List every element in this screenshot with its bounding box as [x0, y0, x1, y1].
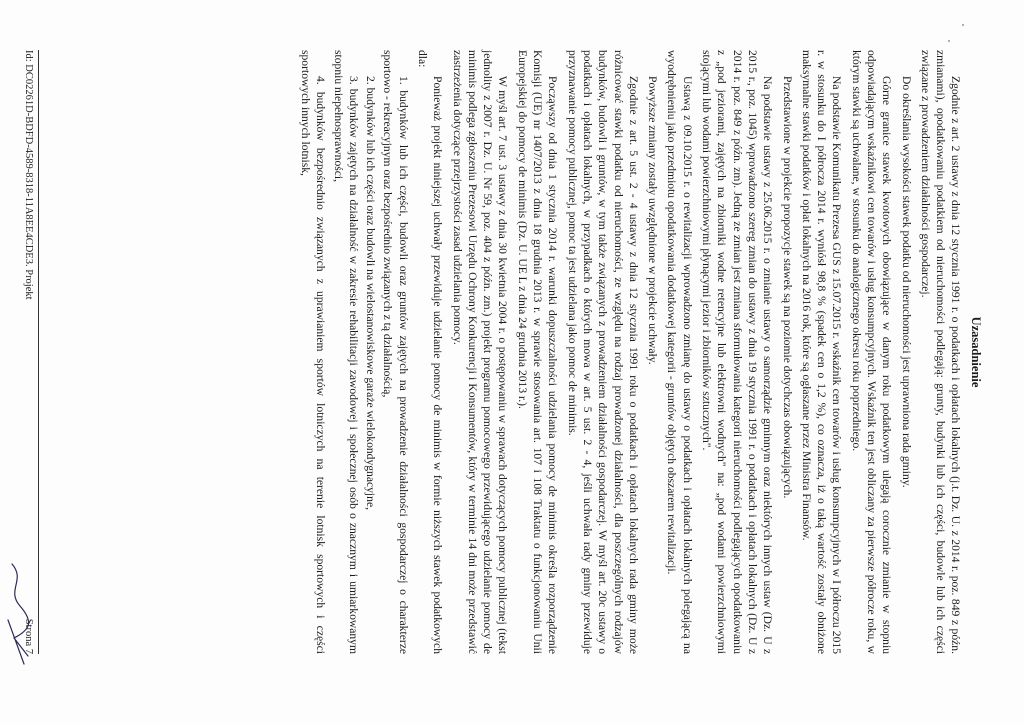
paragraph: Ponieważ projekt niniejszej uchwały przewiduje udzielanie pomocy de minimis w formie niższych stawek podatkowych dla: — [416, 50, 445, 654]
document-title: Uzasadnienie — [969, 316, 983, 388]
paragraph: Zgodnie z art. 2 ustawy z dnia 12 stycznia 1991 r. o podatkach i opłatach lokalnych (j.t. Dz. U. z 2014 r. poz. 849 z późn. zmianami), opodatkowaniu podatkiem od nieruchomości podlegają: grunty, budynki lub ich części, budowle lub ich części związane z prowadzeniem działalności gospodarczej. — [918, 50, 963, 654]
paragraph: Zgodnie z art. 5 ust. 2 - 4 ustawy z dnia 12 stycznia 1991 roku o podatkach i opłatach lokalnych rada gminy może różnicować stawki podatku od nieruchomości, ze względu na rodzaj prowadzonej działalności, dla poszczególnych rodzajów budynków, budowli i gruntów, w tym także związanych z prowadzeniem działalności gospodarczej. W myśl art. 20c ustawy o podatkach i opłatach lokalnych, w przypadkach o których mowa w art. 5 ust. 2 - 4, jeśli uchwała rady gminy przewiduje przyznawanie pomocy publicznej, pomoc ta jest udzielana jako pomoc de minimis. — [565, 50, 640, 654]
paragraph: Począwszy od dnia 1 stycznia 2014 r. warunki dopuszczalności udzielania pomocy de minimis określa rozporządzenie Komisji (UE) nr 1407/2013 z dnia 18 grudnia 2013 r. w sprawie stosowania art. 107 i 108 Traktatu o funkcjonowaniu Unii Europejskiej do pomocy de minimis (Dz. U. UE L z dnia 24 grudnia 2013 r.). — [515, 50, 560, 654]
list-item: 1. budynków lub ich części, budowli oraz gruntów zajętych na prowadzenie działalności gospodarczej o charakterze sportowo - rekreacyjnym oraz bezpośrednio związanych z tą działalnością, — [381, 50, 410, 654]
paragraph: Do określania wysokości stawek podatku od nieruchomości jest uprawniona rada gminy. — [899, 76, 913, 488]
handwritten-signature — [4, 560, 34, 670]
paragraph: Na podstawie ustawy z 25.06.2015 r. o zmianie ustawy o samorządzie gminnym oraz niektórych innych ustaw (Dz. U z 2015 r., poz. 1045) wprowadzono szereg zmian do ustawy z dnia 19 stycznia 1991 r. o podatkach i opłatach lokalnych (Dz. U z 2014 r. poz. 849 z późn. zm). Jedną ze zmian jest zmiana sformułowania kategorii nieruchomości podlegających opodatkowaniu z „pod jeziorami, zajętych na zbiorniki wodne retencyjne lub elektrowni wodnych" na: „pod wodami powierzchniowymi stojącymi lub wodami powierzchniowymi płynącymi jezior i zbiorników sztucznych". — [700, 50, 775, 654]
list-item: 2. budynków lub ich części oraz budowli na wielostanowiskowe garaże wielokondygnacyjne, — [364, 76, 378, 510]
paragraph: Ustawą z 09.10.2015 r. o rewitalizacji wprowadzono zmianę do ustawy o podatkach i opłatach lokalnych polegającą na wyodrębnieniu jako przedmiotu opodatkowania dodatkowej kategorii - gruntów objętych obszarem rewitalizacji. — [665, 50, 694, 654]
list-item: 3. budynków zajętych na działalność w zakresie rehabilitacji zawodowej i społecznej osób o znacznym i umiarkowanym stopniu niepełnosprawności, — [331, 50, 360, 654]
paragraph: Górne granice stawek kwotowych obowiązujące w danym roku podatkowym ulegają corocznie zmianie w stopniu odpowiadającym wskaźnikowi cen towarów i usług konsumpcyjnych. Wskaźnik ten jest obliczany za pierwsze półrocze roku, w którym stawki są uchwalane, w stosunku do analogicznego okresu roku poprzedniego. — [849, 50, 894, 654]
paragraph: Powyższe zmiany zostały uwzględnione w projekcie uchwały. — [646, 76, 660, 365]
page-number: Strona 7 — [23, 618, 34, 654]
paragraph: W myśl art. 7 ust. 3 ustawy z dnia 30 kwietnia 2004 r. o postępowaniu w sprawach dotyczących pomocy publicznej (tekst jednolity z 2007 r. Dz. U. Nr 59, poz. 404 z późn. zm.) projekt programu pomocowego przewidującego udzielanie pomocy de minimis podlega zgłoszeniu Prezesowi Urzędu Ochrony Konkurencji i Konsumentów, który w terminie 14 dni może przedstawić zastrzeżenia dotyczące przejrzystości zasad udzielania pomocy. — [450, 50, 510, 654]
paragraph: Na podstawie Komunikatu Prezesa GUS z 15.07.2015 r. wskaźnik cen towarów i usług konsumpcyjnych w I półroczu 2015 r. w stosunku do I półrocza 2014 r. wyniósł 98,8 % (spadek cen o 1,2 %), co oznacza, iż o taką wartość zostały obniżone maksymalne stawki podatków i opłat lokalnych na 2016 rok, które są ogłaszane przez Ministra Finansów. — [799, 50, 844, 654]
paragraph: Przedstawione w projekcie propozycje stawek są na poziomie dotychczas obowiązujących. — [780, 76, 794, 499]
list-item: 4. budynków bezpośrednio związanych z uprawianiem sportów lotniczych na terenie lotnisk sportowych i części sportowych innych lotnisk, — [298, 50, 328, 654]
document-id: Id: DC02261D-BDFD-4589-8318-11A8EE4CDE3. Projekt — [23, 50, 34, 300]
footer-divider — [38, 50, 39, 654]
